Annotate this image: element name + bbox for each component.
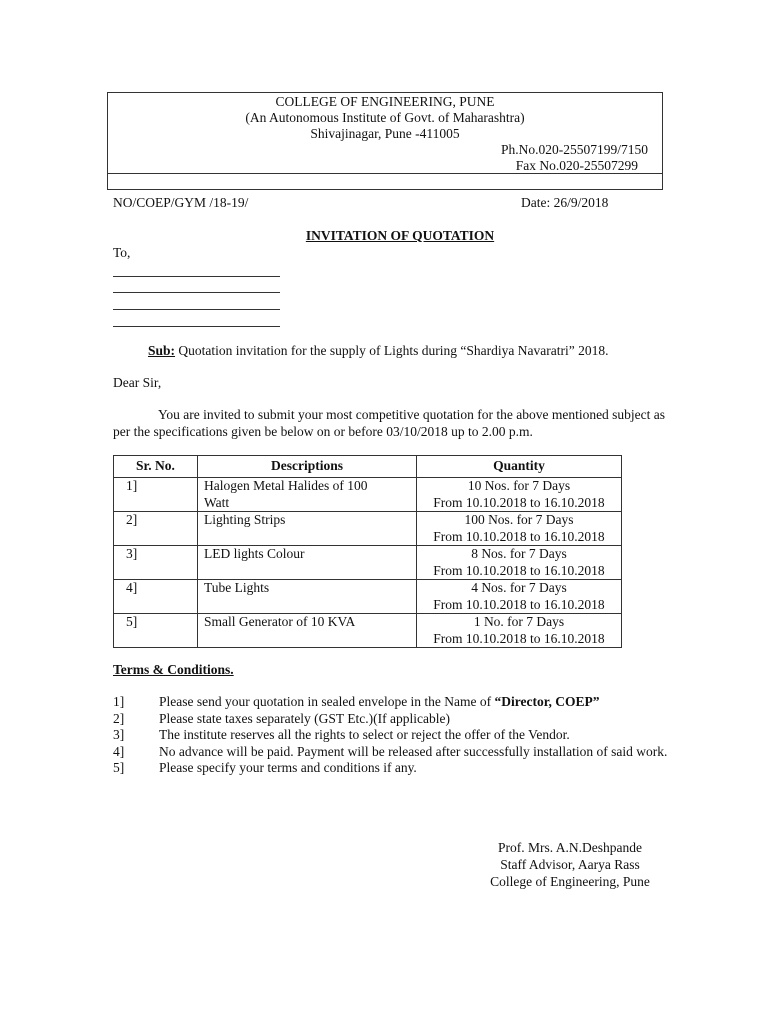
row-quantity <box>417 546 622 580</box>
quantity-line: 1 No. for 7 Days <box>473 614 565 629</box>
signatory-organization: College of Engineering, Pune <box>490 874 650 889</box>
quantity-line: 10 Nos. for 7 Days <box>467 478 571 493</box>
row-sr-no: 5] <box>114 614 198 648</box>
term-text: The institute reserves all the rights to select or reject the offer of the Vendor. <box>159 727 570 742</box>
subject-line <box>148 343 608 359</box>
addressee-label: To, <box>113 245 131 260</box>
row-description <box>198 478 417 512</box>
document-title: INVITATION OF QUOTATION <box>305 228 495 243</box>
header-sr-no: Sr. No. <box>114 456 198 478</box>
term-number: 3] <box>113 727 125 742</box>
reference-number: NO/COEP/GYM /18-19/ <box>113 195 249 210</box>
address-blank-line <box>113 309 280 310</box>
description-line: Lighting Strips <box>204 512 286 527</box>
quantity-line: 4 Nos. for 7 Days <box>471 580 567 595</box>
description-line: Tube Lights <box>204 580 270 595</box>
term-text: Please state taxes separately (GST Etc.)(If applicable) <box>159 711 451 726</box>
letterhead-box <box>107 92 663 190</box>
quantity-line: 100 Nos. for 7 Days <box>464 512 574 527</box>
term-text <box>159 694 600 710</box>
fax-number: Fax No.020-25507299 <box>515 158 638 173</box>
term-text-bold: “Director, COEP” <box>494 694 600 709</box>
subject-text: Quotation invitation for the supply of Lights during “Shardiya Navaratri” 2018. <box>175 343 609 358</box>
table-row <box>114 478 622 512</box>
quantity-period: From 10.10.2018 to 16.10.2018 <box>433 562 605 578</box>
description-line: LED lights Colour <box>204 546 305 561</box>
row-quantity <box>417 512 622 546</box>
institution-subtitle: (An Autonomous Institute of Govt. of Maharashtra) <box>245 110 525 125</box>
signatory-name: Prof. Mrs. A.N.Deshpande <box>498 840 642 855</box>
row-description <box>198 614 417 648</box>
subject-label: Sub: <box>148 343 176 358</box>
institution-name: COLLEGE OF ENGINEERING, PUNE <box>275 94 495 109</box>
letterhead-divider <box>108 173 662 174</box>
address-blank-line <box>113 326 280 327</box>
row-sr-no: 1] <box>114 478 198 512</box>
header-descriptions: Descriptions <box>198 456 417 478</box>
row-sr-no: 3] <box>114 546 198 580</box>
quantity-period: From 10.10.2018 to 16.10.2018 <box>433 596 605 612</box>
row-description <box>198 580 417 614</box>
address-blank-line <box>113 276 280 277</box>
term-number: 4] <box>113 744 125 759</box>
row-quantity <box>417 478 622 512</box>
table-row <box>114 546 622 580</box>
table-header-row <box>114 456 622 478</box>
address-blank-line <box>113 292 280 293</box>
letter-date: Date: 26/9/2018 <box>521 195 609 210</box>
quantity-period: From 10.10.2018 to 16.10.2018 <box>433 528 605 544</box>
term-text-plain: Please send your quotation in sealed envelope in the Name of <box>159 694 495 709</box>
intro-line-2: per the specifications given be below on or before 03/10/2018 up to 2.00 p.m. <box>113 424 533 439</box>
table-row <box>114 512 622 546</box>
row-quantity <box>417 580 622 614</box>
description-line: Halogen Metal Halides of 100 <box>204 478 368 493</box>
row-sr-no: 2] <box>114 512 198 546</box>
signatory-role: Staff Advisor, Aarya Rass <box>500 857 640 872</box>
term-text: No advance will be paid. Payment will be released after successfully installation of said work. <box>159 744 668 759</box>
quantity-line: 8 Nos. for 7 Days <box>471 546 567 561</box>
term-number: 1] <box>113 694 125 709</box>
term-text: Please specify your terms and conditions if any. <box>159 760 417 775</box>
quantity-period: From 10.10.2018 to 16.10.2018 <box>433 494 605 510</box>
description-line: Small Generator of 10 KVA <box>204 614 356 629</box>
intro-line-1: You are invited to submit your most competitive quotation for the above mentioned subject as <box>158 407 666 422</box>
quantity-period: From 10.10.2018 to 16.10.2018 <box>433 630 605 646</box>
salutation: Dear Sir, <box>113 375 162 390</box>
phone-number: Ph.No.020-25507199/7150 <box>500 142 648 157</box>
description-line: Watt <box>204 494 230 510</box>
term-number: 2] <box>113 711 125 726</box>
term-number: 5] <box>113 760 125 775</box>
row-description <box>198 512 417 546</box>
header-quantity: Quantity <box>417 456 622 478</box>
table-row <box>114 580 622 614</box>
institution-address: Shivajinagar, Pune -411005 <box>310 126 460 141</box>
row-description <box>198 546 417 580</box>
specification-table <box>113 455 622 648</box>
terms-heading: Terms & Conditions. <box>113 662 234 677</box>
table-row <box>114 614 622 648</box>
row-sr-no: 4] <box>114 580 198 614</box>
intro-paragraph <box>113 406 733 440</box>
row-quantity <box>417 614 622 648</box>
